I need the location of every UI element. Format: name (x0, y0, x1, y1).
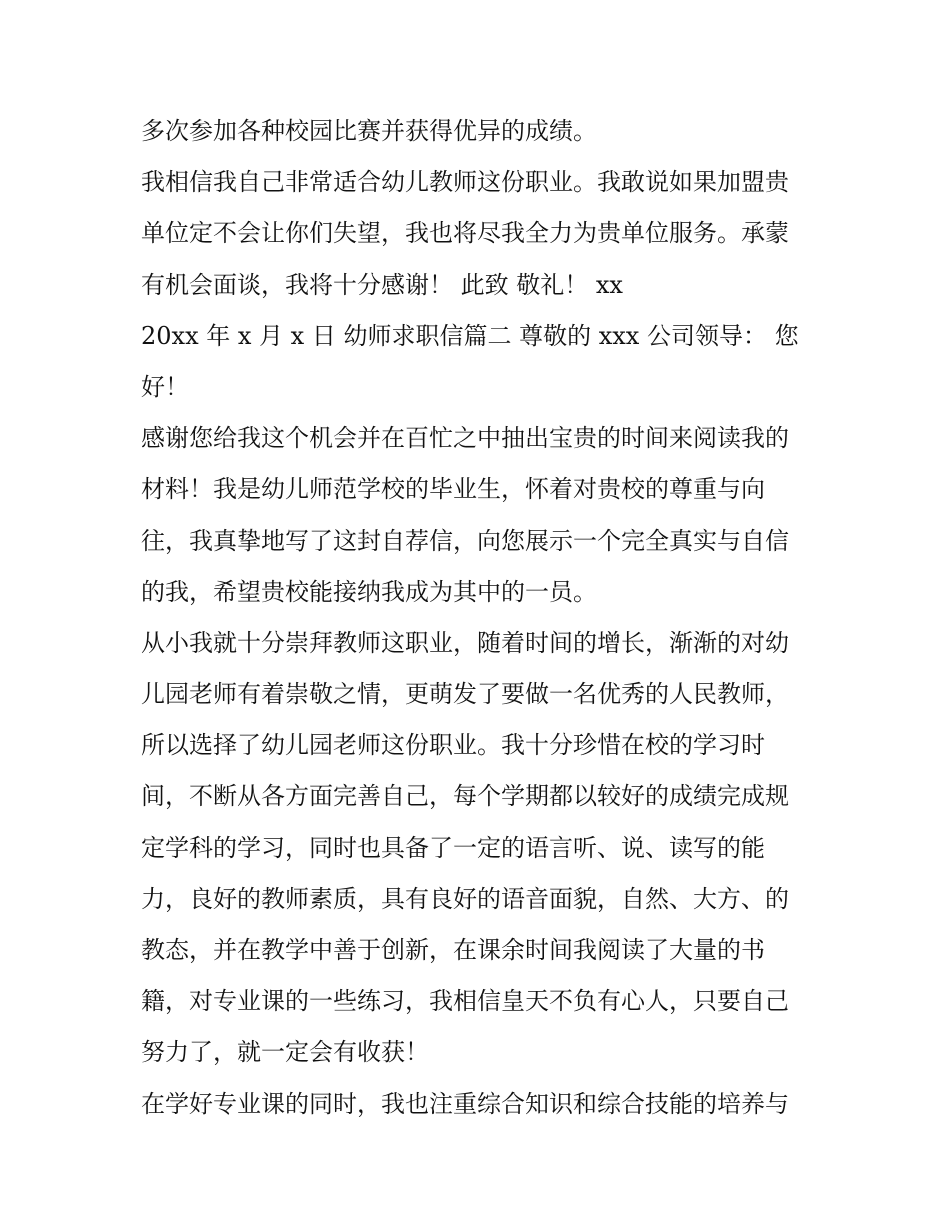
text-line: 好！ (141, 372, 189, 401)
text-line: 籍，对专业课的一些练习，我相信皇天不负有心人，只要自己 (141, 987, 789, 1016)
text-line: 20xx 年 x 月 x 日 幼师求职信篇二 尊敬的 xxx 公司领导： 您 (141, 321, 799, 350)
text-line: 定学科的学习，同时也具备了一定的语言听、说、读写的能 (141, 833, 765, 862)
text-line: 的我，希望贵校能接纳我成为其中的一员。 (141, 577, 597, 606)
text-line: 材料！我是幼儿师范学校的毕业生，怀着对贵校的尊重与向 (141, 475, 765, 504)
text-line: 努力了，就一定会有收获！ (141, 1038, 429, 1067)
text-line: 多次参加各种校园比赛并获得优异的成绩。 (141, 117, 597, 145)
text-line: 间，不断从各方面完善自己，每个学期都以较好的成绩完成规 (141, 782, 789, 811)
text-line: 我相信我自己非常适合幼儿教师这份职业。我敢说如果加盟贵 (141, 168, 789, 197)
text-line: 从小我就十分崇拜教师这职业，随着时间的增长，渐渐的对幼 (141, 628, 789, 657)
text-line: 所以选择了幼儿园老师这份职业。我十分珍惜在校的学习时 (141, 731, 765, 760)
text-line: 儿园老师有着崇敬之情，更萌发了要做一名优秀的人民教师， (141, 680, 789, 709)
text-line: 在学好专业课的同时，我也注重综合知识和综合技能的培养与 (141, 1089, 789, 1118)
text-line: 感谢您给我这个机会并在百忙之中抽出宝贵的时间来阅读我的 (141, 424, 789, 453)
text-line: 力，良好的教师素质，具有良好的语音面貌，自然、大方、的 (141, 884, 789, 913)
text-line: 教态，并在教学中善于创新，在课余时间我阅读了大量的书 (141, 936, 765, 964)
text-line: 单位定不会让你们失望，我也将尽我全力为贵单位服务。承蒙 (141, 219, 789, 248)
text-line: 往，我真挚地写了这封自荐信，向您展示一个完全真实与自信 (141, 526, 789, 555)
text-line: 有机会面谈，我将十分感谢！ 此致 敬礼！ xx (141, 270, 623, 299)
document-body (141, 106, 821, 1130)
